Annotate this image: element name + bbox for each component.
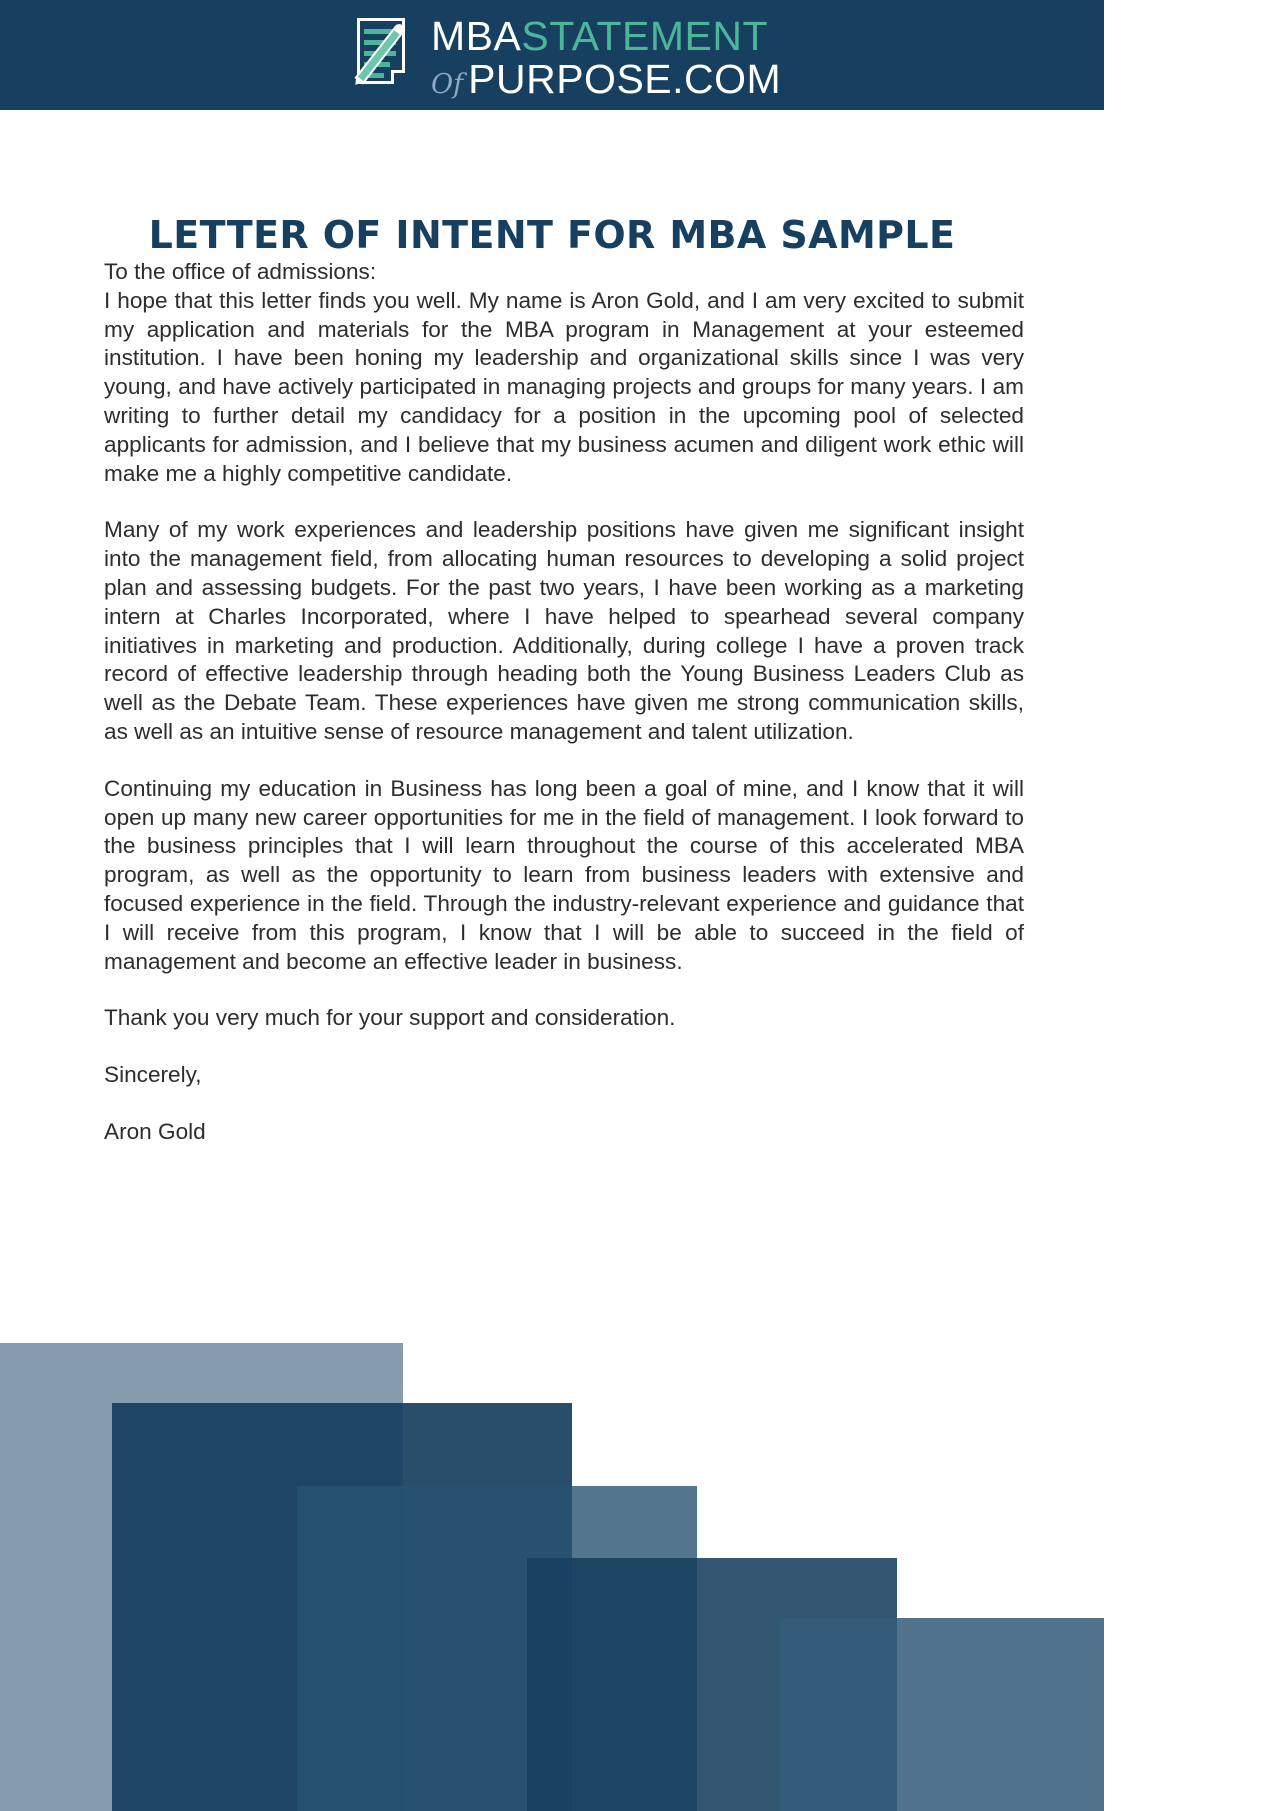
deco-rectangle-5: [780, 1618, 1104, 1811]
letter-closing: Sincerely,: [104, 1062, 202, 1088]
document-pencil-icon: [355, 18, 417, 92]
logo-text-statement: STATEMENT: [521, 13, 769, 59]
site-header: [0, 0, 1104, 110]
letter-body: [104, 258, 1024, 1147]
letter-paragraph-2: Many of my work experiences and leadership positions have given me significant insight into the management field, from allocating human resources to developing a solid project plan and assessing budgets. For the past two years, I have been working as a marketing intern at Charles Incorporated, where I have helped to spearhead several company initiatives in marketing and production. Additionally, during college I have a proven track record of effective leadership through heading both the Young Business Leaders Club as well as the Debate Team. These experiences have given me strong communication skills, as well as an intuitive sense of resource management and talent utilization.: [104, 517, 1024, 744]
letter-paragraph-1: I hope that this letter finds you well. My name is Aron Gold, and I am very excited to submit my application and materials for the MBA program in Management at your esteemed institution. I have been honing my leadership and organizational skills since I was very young, and have actively participated in managing projects and groups for many years. I am writing to further detail my candidacy for a position in the upcoming pool of selected applicants for admission, and I believe that my business acumen and diligent work ethic will make me a highly competitive candidate.: [104, 287, 1024, 486]
logo-text-purpose: PURPOSE.COM: [468, 56, 782, 102]
logo-text-mba: MBA: [431, 13, 522, 59]
letter-signature: Aron Gold: [104, 1118, 206, 1144]
footer-decoration: [0, 1343, 1104, 1811]
logo-line-two: [431, 56, 782, 102]
logo-wordmark: [431, 14, 781, 100]
logo-text-of: Of: [431, 69, 464, 100]
page-title: LETTER OF INTENT FOR MBA SAMPLE: [148, 213, 956, 258]
letter-salutation: To the office of admissions:: [104, 259, 377, 284]
letter-paragraph-3: Continuing my education in Business has long been a goal of mine, and I know that it will open up many new career opportunities for me in the field of management. I look forward to the business principles that I will learn throughout the course of this accelerated MBA program, as well as the opportunity to learn from business leaders with extensive and focused experience in the field. Through the industry-relevant experience and guidance that I will receive from this program, I know that I will be able to succeed in the field of management and become an effective leader in business.: [104, 775, 1024, 974]
letter-thanks: Thank you very much for your support and consideration.: [104, 1005, 676, 1031]
logo-line-one: [431, 13, 781, 59]
site-logo[interactable]: [355, 14, 781, 100]
